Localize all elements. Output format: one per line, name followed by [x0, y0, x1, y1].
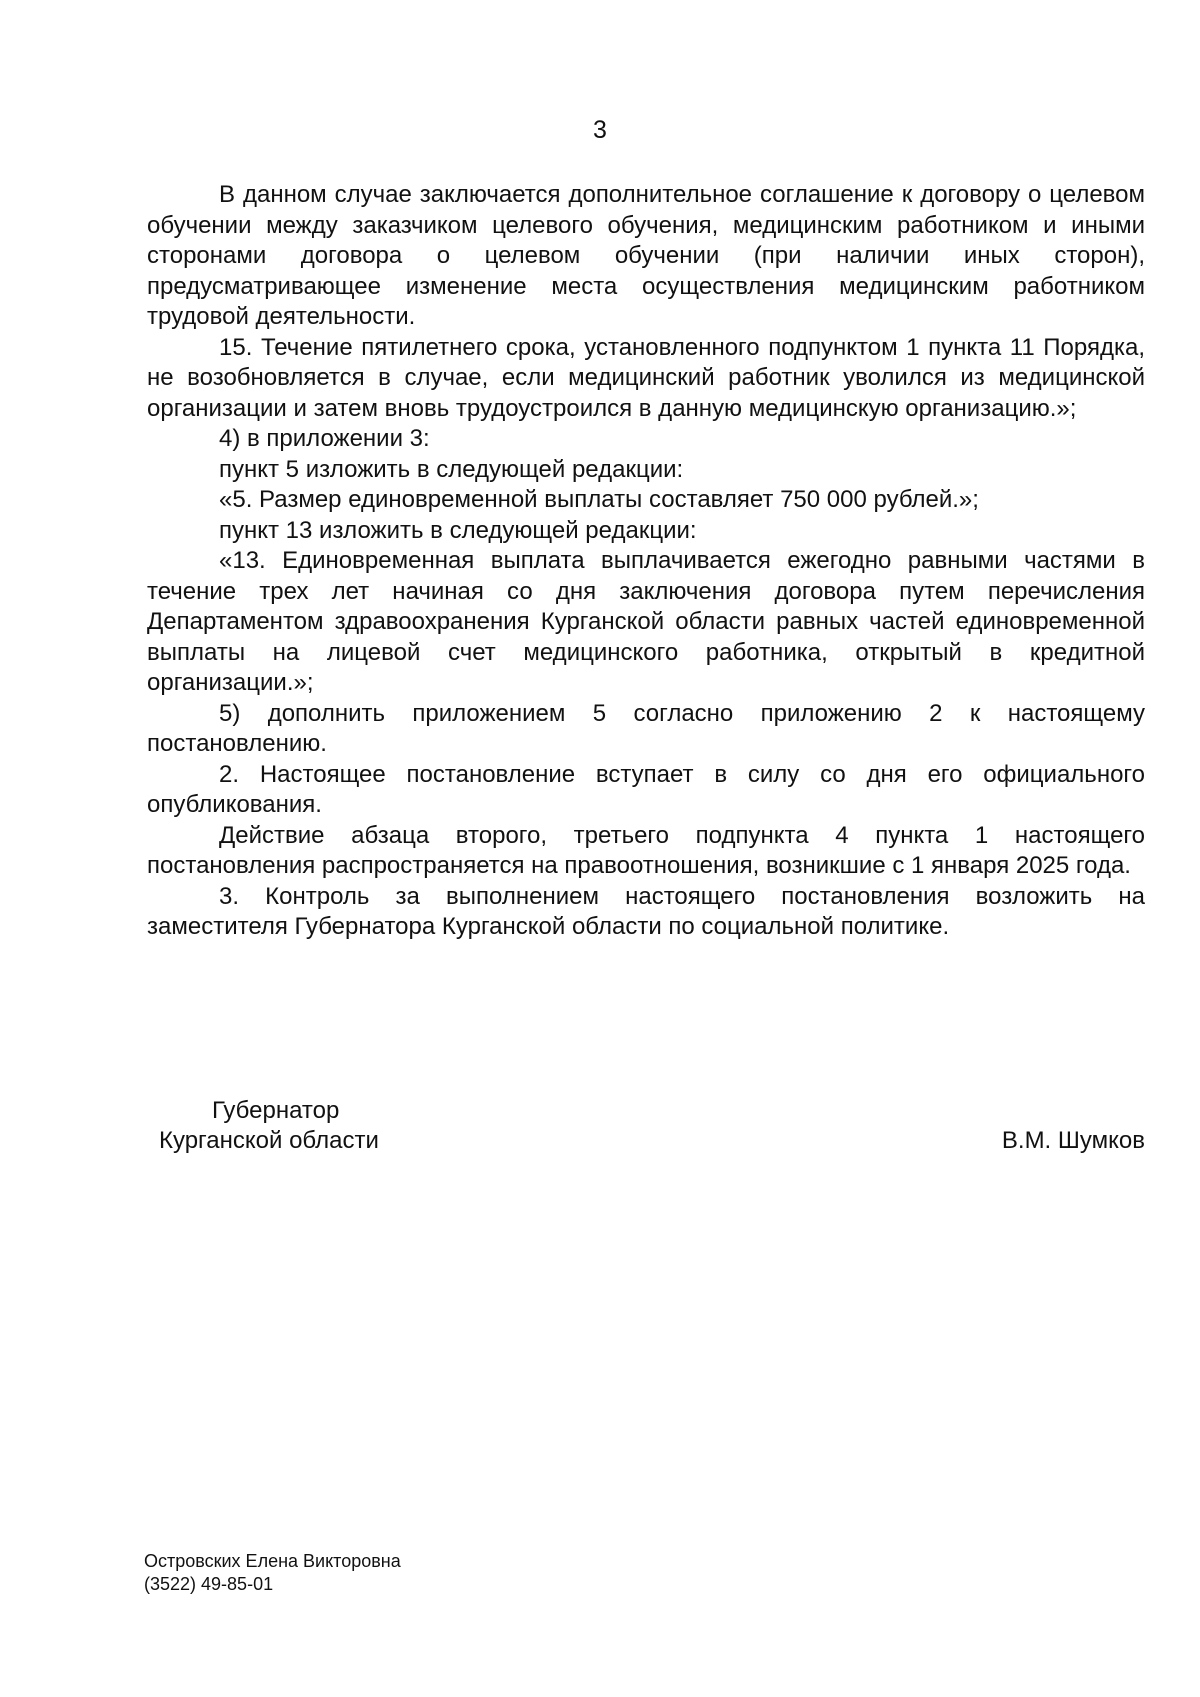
paragraph-item-2: 2. Настоящее постановление вступает в силу со дня его официального опубликования.: [147, 760, 1145, 818]
paragraph-subitem-5: 5) дополнить приложением 5 согласно приложению 2 к настоящему постановлению.: [147, 699, 1145, 757]
executor-phone: (3522) 49-85-01: [144, 1574, 274, 1594]
paragraph-effect: Действие абзаца второго, третьего подпункта 4 пункта 1 настоящего постановления распространяется на правоотношения, возникшие с 1 января 2025 года.: [147, 821, 1145, 879]
signatory-name: В.М. Шумков: [1001, 1127, 1145, 1154]
paragraph-target-agreement: В данном случае заключается дополнительное соглашение к договору о целевом обучении между заказчиком целевого обучения, медицинским работником и иными сторонами договора о целевом обучении (при наличии иных сторон), предусматривающее изменение места осуществления медицинским работником трудовой деятельности.: [147, 181, 1145, 330]
executor-name: Островских Елена Викторовна: [144, 1551, 401, 1571]
page-number: 3: [593, 116, 607, 144]
executor-footer: [144, 1550, 401, 1596]
signature-block: [147, 1096, 1145, 1166]
paragraph-item-13-text: «13. Единовременная выплата выплачивается ежегодно равными частями в течение трех лет начиная со дня заключения договора путем перечисления Департаментом здравоохранения Курганской области равных частей единовременной выплаты на лицевой счет медицинского работника, открытый в кредитной организации.»;: [147, 547, 1145, 696]
document-body: [147, 180, 1145, 943]
paragraph-item-13-heading: пункт 13 изложить в следующей редакции:: [219, 516, 697, 544]
signatory-title-line2: Курганской области: [159, 1127, 379, 1154]
paragraph-item-3: 3. Контроль за выполнением настоящего постановления возложить на заместителя Губернатора Курганской области по социальной политике.: [147, 882, 1145, 940]
signatory-title-line1: Губернатор: [212, 1097, 340, 1124]
paragraph-item-5-heading: пункт 5 изложить в следующей редакции:: [219, 455, 684, 483]
paragraph-item-15: 15. Течение пятилетнего срока, установленного подпунктом 1 пункта 11 Порядка, не возобновляется в случае, если медицинский работник уволился из медицинской организации и затем вновь трудоустроился в данную медицинскую организацию.»;: [147, 333, 1145, 422]
paragraph-subitem-4: 4) в приложении 3:: [219, 425, 430, 452]
paragraph-item-5-text: «5. Размер единовременной выплаты составляет 750 000 рублей.»;: [219, 486, 979, 513]
